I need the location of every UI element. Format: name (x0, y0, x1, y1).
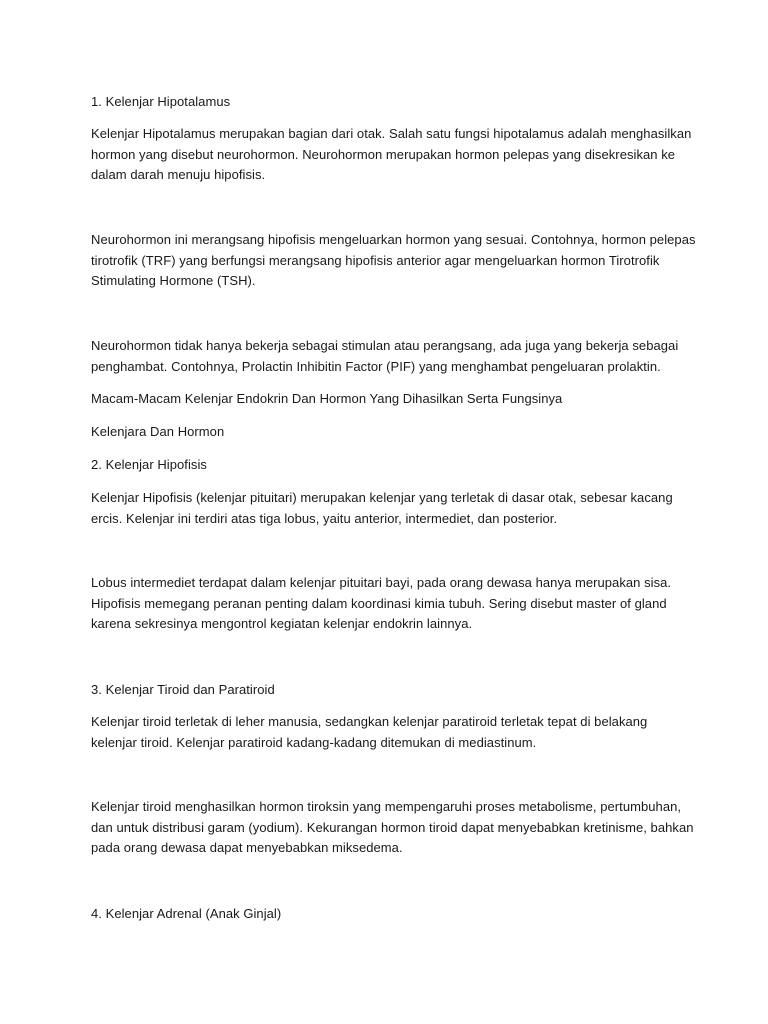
paragraph-lobus-intermediet (91, 573, 691, 635)
text-line: ercis. Kelenjar ini terdiri atas tiga lobus, yaitu anterior, intermediet, dan posterior. (91, 510, 558, 526)
text-line: karena sekresinya mengontrol kegiatan kelenjar endokrin lainnya. (91, 616, 473, 631)
text-line: pada orang dewasa dapat menyebabkan miksedema. (91, 840, 403, 855)
text-line: tirotrofik (TRF) yang berfungsi merangsang hipofisis anterior agar mengeluarkan hormon Tirotrofik (91, 252, 660, 268)
paragraph-tiroid-lokasi (91, 712, 691, 753)
section-heading-tiroid (91, 680, 691, 701)
text-line: Hipofisis memegang peranan penting dalam koordinasi kimia tubuh. Sering disebut master of gland (91, 595, 667, 611)
paragraph-hipotalamus-intro (91, 124, 691, 186)
text-line: Neurohormon ini merangsang hipofisis mengeluarkan hormon yang sesuai. Contohnya, hormon pelepas (91, 232, 696, 247)
section-heading-adrenal (91, 904, 691, 925)
text-line: penghambat. Contohnya, Prolactin Inhibitin Factor (PIF) yang menghambat pengeluaran prolaktin. (91, 358, 661, 374)
text-line: kelenjar tiroid. Kelenjar paratiroid kadang-kadang ditemukan di mediastinum. (91, 734, 537, 750)
paragraph-hipofisis-intro (91, 488, 691, 529)
text-line: 4. Kelenjar Adrenal (Anak Ginjal) (91, 906, 282, 921)
text-line: Kelenjar tiroid terletak di leher manusia, sedangkan kelenjar paratiroid terletak tepat di belakang (91, 714, 648, 729)
text-line: Kelenjar Hipofisis (kelenjar pituitari) merupakan kelenjar yang terletak di dasar otak, sebesar kacang (91, 490, 673, 505)
section-heading-hipofisis (91, 455, 691, 476)
text-line: Stimulating Hormone (TSH). (91, 273, 256, 288)
paragraph-neurohormon-pif (91, 336, 691, 377)
text-line: hormon yang disebut neurohormon. Neurohormon merupakan hormon pelepas yang disekresikan ke (91, 146, 676, 162)
text-line: 2. Kelenjar Hipofisis (91, 457, 207, 472)
paragraph-neurohormon-trf (91, 230, 696, 292)
text-line: 3. Kelenjar Tiroid dan Paratiroid (91, 682, 275, 697)
text-line: Lobus intermediet terdapat dalam kelenjar pituitari bayi, pada orang dewasa hanya merupakan sisa. (91, 575, 672, 590)
text-line: Macam-Macam Kelenjar Endokrin Dan Hormon Yang Dihasilkan Serta Fungsinya (91, 391, 563, 406)
text-line: dan untuk distribusi garam (yodium). Kekurangan hormon tiroid dapat menyebabkan kretinisme, bahkan (91, 819, 694, 835)
text-line: Neurohormon tidak hanya bekerja sebagai stimulan atau perangsang, ada juga yang bekerja sebagai (91, 338, 679, 353)
paragraph-kelenjara-hormon (91, 422, 691, 443)
paragraph-macam-kelenjar (91, 389, 691, 410)
text-line: Kelenjara Dan Hormon (91, 424, 225, 439)
text-line: Kelenjar Hipotalamus merupakan bagian dari otak. Salah satu fungsi hipotalamus adalah menghasilkan (91, 126, 692, 141)
text-line: Kelenjar tiroid menghasilkan hormon tiroksin yang mempengaruhi proses metabolisme, pertumbuhan, (91, 799, 682, 814)
text-line: dalam darah menuju hipofisis. (91, 167, 266, 182)
text-line: 1. Kelenjar Hipotalamus (91, 94, 231, 109)
section-heading-hipotalamus (91, 92, 691, 113)
paragraph-tiroid-fungsi (91, 797, 694, 859)
